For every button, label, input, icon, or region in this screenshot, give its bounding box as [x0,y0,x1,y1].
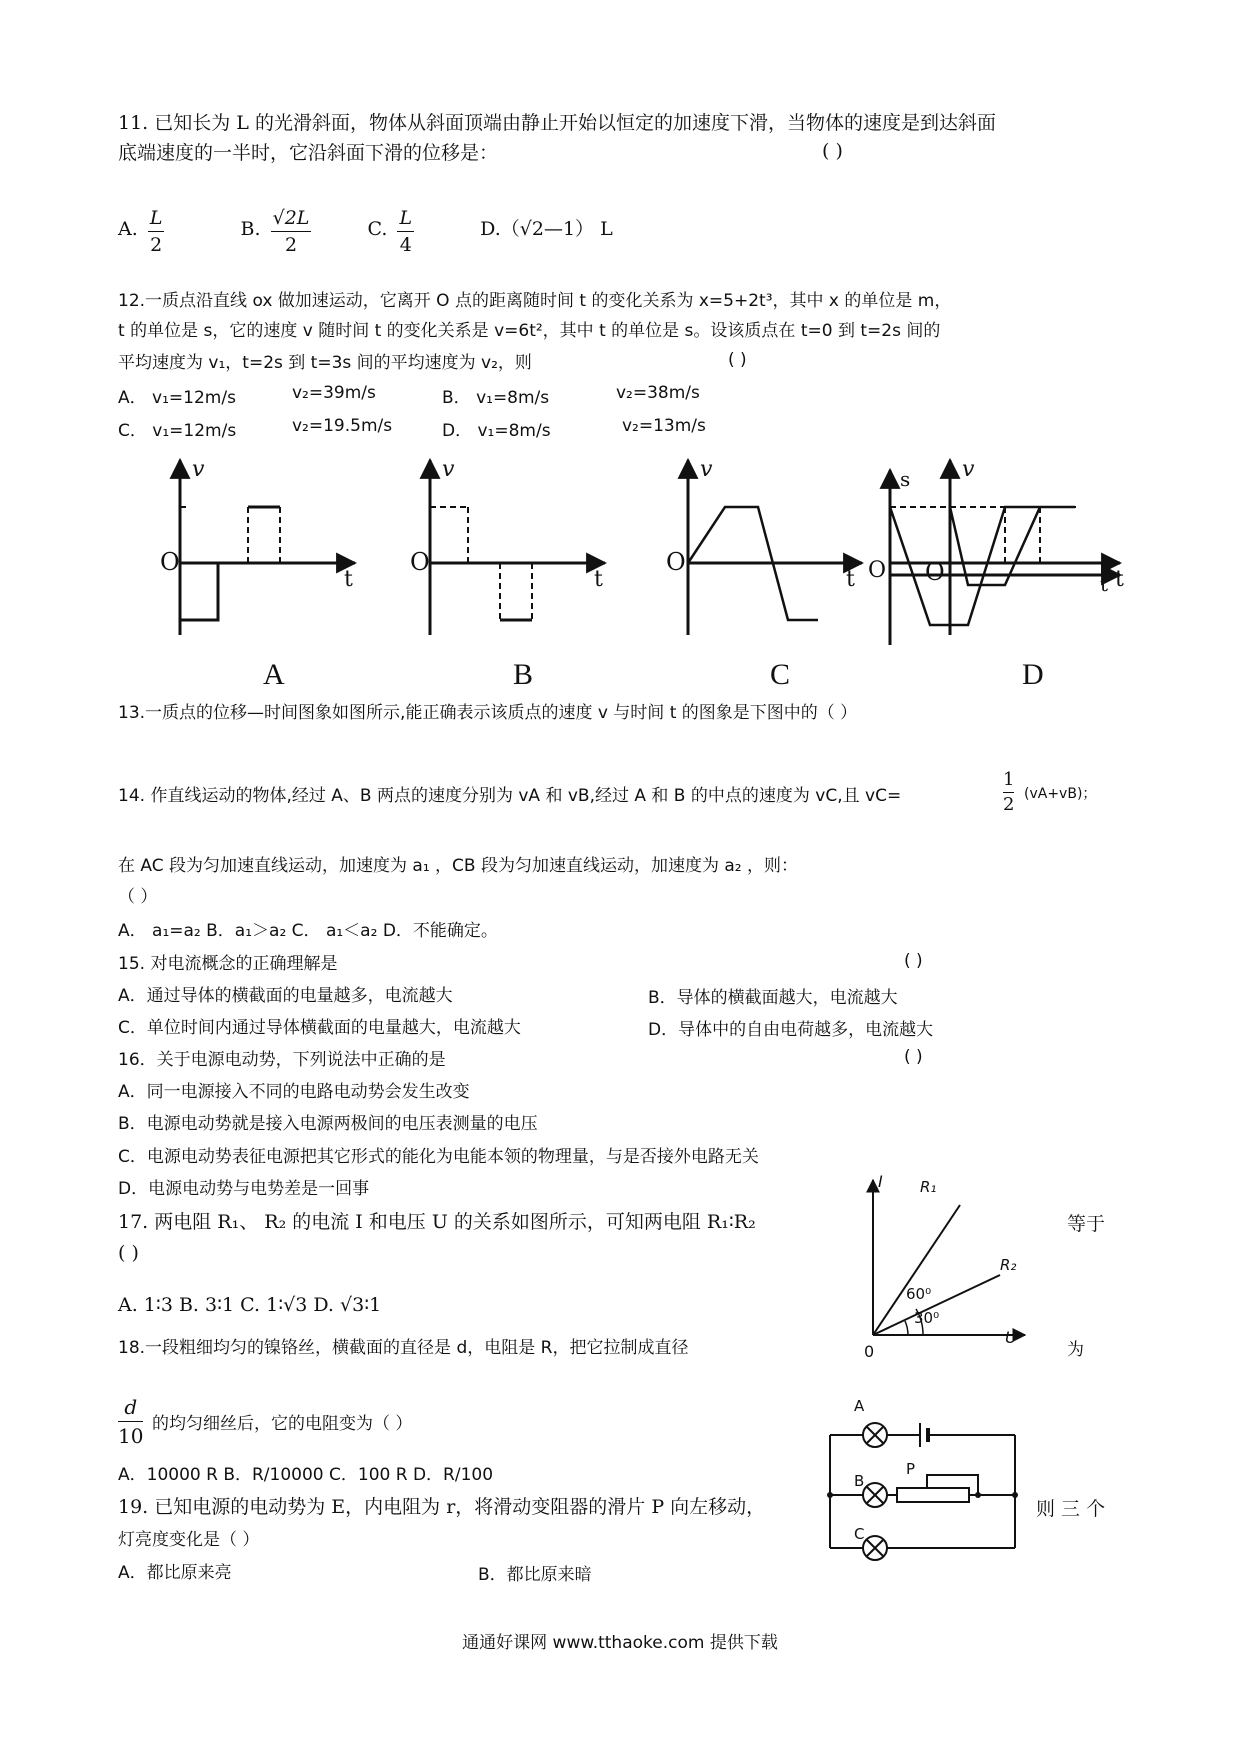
q19-line2: 灯亮度变化是（ ） [118,1530,260,1550]
graph-c [688,460,862,635]
graph-label-a: A [263,658,285,691]
q11-a-den: 2 [150,234,163,256]
graph-a-axis-v: v [192,457,205,482]
graph-a [180,460,355,635]
q18-line2: 的均匀细丝后，它的电阻变为（ ） [152,1414,413,1434]
graph-d-axis-s: s [900,467,911,491]
q12-opt-d2: v₂=13m/s [622,416,706,436]
q14-line1: 14. 作直线运动的物体,经过 A、B 两点的速度分别为 vA 和 vB,经过 A 和 B 的中点的速度为 vC,且 vC= [118,786,902,806]
q16-stem: 16．关于电源电动势，下列说法中正确的是 [118,1050,446,1070]
q17-options: A. 1∶3 B. 3∶1 C. 1∶√3 D. √3∶1 [118,1294,382,1316]
q12-opt-c1: C． v₁=12m/s [118,421,237,441]
q12-opt-d1: D． v₁=8m/s [442,421,551,441]
q16-opt-a: A．同一电源接入不同的电路电动势会发生改变 [118,1082,470,1102]
q19-line1: 19. 已知电源的电动势为 E，内电阻为 r，将滑动变阻器的滑片 P 向左移动， [118,1496,766,1518]
graph-c-axis-t: t [846,567,855,592]
q11-option-d: D.（√2—1） L [480,218,613,240]
q12-line3: 平均速度为 v₁，t=2s 到 t=3s 间的平均速度为 v₂，则 [118,353,532,373]
q12-opt-c2: v₂=19.5m/s [292,416,393,436]
q14-frac-den: 2 [1003,794,1015,815]
q14-line3: （ ） [118,887,158,907]
q15-opt-c: C．单位时间内通过导体横截面的电量越大，电流越大 [118,1018,521,1038]
q19-opt-b: B．都比原来暗 [478,1565,592,1585]
iu-origin: 0 [864,1342,875,1361]
graph-d-axis-t2: t [1115,567,1124,592]
graph-label-c: C [770,658,791,691]
q17-line2: ( ) [118,1242,139,1264]
circuit-lamp-a: A [854,1397,865,1415]
q12-opt-a1: A． v₁=12m/s [118,388,236,408]
velocity-graphs [0,450,1240,690]
q11-line1: 11. 已知长为 L 的光滑斜面，物体从斜面顶端由静止开始以恒定的加速度下滑，当物体的速度是到达斜面 [118,112,996,134]
graph-b-origin: O [410,548,430,576]
q11-c-den: 4 [399,234,412,256]
q12-opt-b2: v₂=38m/s [616,383,700,403]
q16-opt-d: D．电源电动势与电势差是一回事 [118,1179,370,1199]
circuit-lamp-b: B [854,1472,865,1490]
graph-a-axis-t: t [344,567,353,592]
q11-option-b-label: B. [240,218,261,240]
circuit-lamp-c: C [854,1525,865,1543]
q12-opt-a2: v₂=39m/s [292,383,376,403]
q17-tail: 等于 [1067,1213,1106,1235]
graph-d-axis-t1: t [1100,572,1109,596]
q15-opt-a: A．通过导体的横截面的电量越多，电流越大 [118,986,453,1006]
q16-opt-b: B．电源电动势就是接入电源两极间的电压表测量的电压 [118,1114,538,1134]
q19-tail: 则 三 个 [1036,1498,1106,1520]
q11-bracket: ( ) [822,140,843,162]
q14-line2: 在 AC 段为匀加速直线运动，加速度为 a₁ ，CB 段为匀加速直线运动，加速度为 a₂ ，则： [118,856,799,876]
graph-d [890,460,1120,645]
iu-axis-u: U [1005,1328,1017,1347]
q18-frac-num: d [118,1393,143,1422]
q11-b-den: 2 [284,234,298,256]
graph-label-b: B [513,658,534,691]
iu-r2: R₂ [1000,1256,1017,1274]
q17-line1: 17. 两电阻 R₁、 R₂ 的电流 I 和电压 U 的关系如图所示，可知两电阻 R₁∶R₂ [118,1211,756,1233]
q11-line2: 底端速度的一半时，它沿斜面下滑的位移是： [118,142,499,164]
circuit-slider-p: P [906,1460,916,1478]
q14-frac [1003,768,1014,817]
graph-d-origin-v: O [925,558,945,586]
q15-opt-d: D．导体中的自由电荷越多，电流越大 [648,1020,934,1040]
q11-option-a-frac [148,205,165,258]
q14-frac-num: 1 [1003,768,1014,793]
q13-text: 13.一质点的位移—时间图象如图所示,能正确表示该质点的速度 v 与时间 t 的图象是下图中的（ ） [118,703,858,723]
q15-stem: 15. 对电流概念的正确理解是 [118,954,338,974]
q11-a-num: L [148,205,165,232]
graph-label-d: D [1022,658,1044,691]
q15-opt-b: B．导体的横截面越大，电流越大 [648,988,898,1008]
q16-bracket: ( ) [904,1047,923,1067]
q18-line1: 18.一段粗细均匀的镍铬丝，横截面的直径是 d，电阻是 R，把它拉制成直径 [118,1338,689,1358]
q11-c-num: L [397,205,414,232]
q11-options [118,205,613,265]
iu-angle-30: 30⁰ [914,1309,940,1327]
q18-tail: 为 [1067,1340,1084,1360]
q12-opt-b1: B． v₁=8m/s [442,388,550,408]
q18-options: A．10000 R B．R/10000 C．100 R D．R/100 [118,1465,494,1485]
q12-line2: t 的单位是 s，它的速度 v 随时间 t 的变化关系是 v=6t²，其中 t 的单位是 s。设该质点在 t=0 到 t=2s 间的 [118,321,941,341]
graph-b-axis-t: t [594,567,603,592]
q12-bracket: ( ) [728,350,747,370]
q19-opt-a: A．都比原来亮 [118,1563,232,1583]
q11-option-a-label: A. [118,218,138,240]
graph-c-axis-v: v [700,457,713,482]
graph-b-axis-v: v [442,457,455,482]
q16-opt-c: C．电源电动势表征电源把其它形式的能化为电能本领的物理量，与是否接外电路无关 [118,1147,759,1167]
page-footer: 通通好课网 www.tthaoke.com 提供下载 [462,1633,778,1653]
iu-r1: R₁ [920,1178,937,1196]
q12-line1: 12.一质点沿直线 ox 做加速运动，它离开 O 点的距离随时间 t 的变化关系为 x=5+2t³，其中 x 的单位是 m， [118,291,952,311]
q14-options: A． a₁=a₂ B．a₁＞a₂ C． a₁＜a₂ D．不能确定。 [118,921,498,941]
graph-d-origin-s: O [868,558,887,583]
q11-option-c-frac [397,205,414,258]
q18-frac-den: 10 [118,1424,144,1448]
graph-a-origin: O [160,548,180,576]
q14-line1-tail: (vA+vB)； [1024,786,1097,802]
q15-bracket: ( ) [904,951,923,971]
q11-option-c-label: C. [367,218,388,240]
graph-b [430,460,605,635]
iu-axis-i: I [878,1172,883,1191]
q18-frac [118,1393,143,1450]
graph-d-axis-v: v [962,457,975,482]
q11-option-b-frac [271,205,312,258]
iu-angle-60: 60⁰ [906,1285,932,1303]
q11-b-num: √2L [271,205,312,232]
graph-c-origin: O [666,548,686,576]
